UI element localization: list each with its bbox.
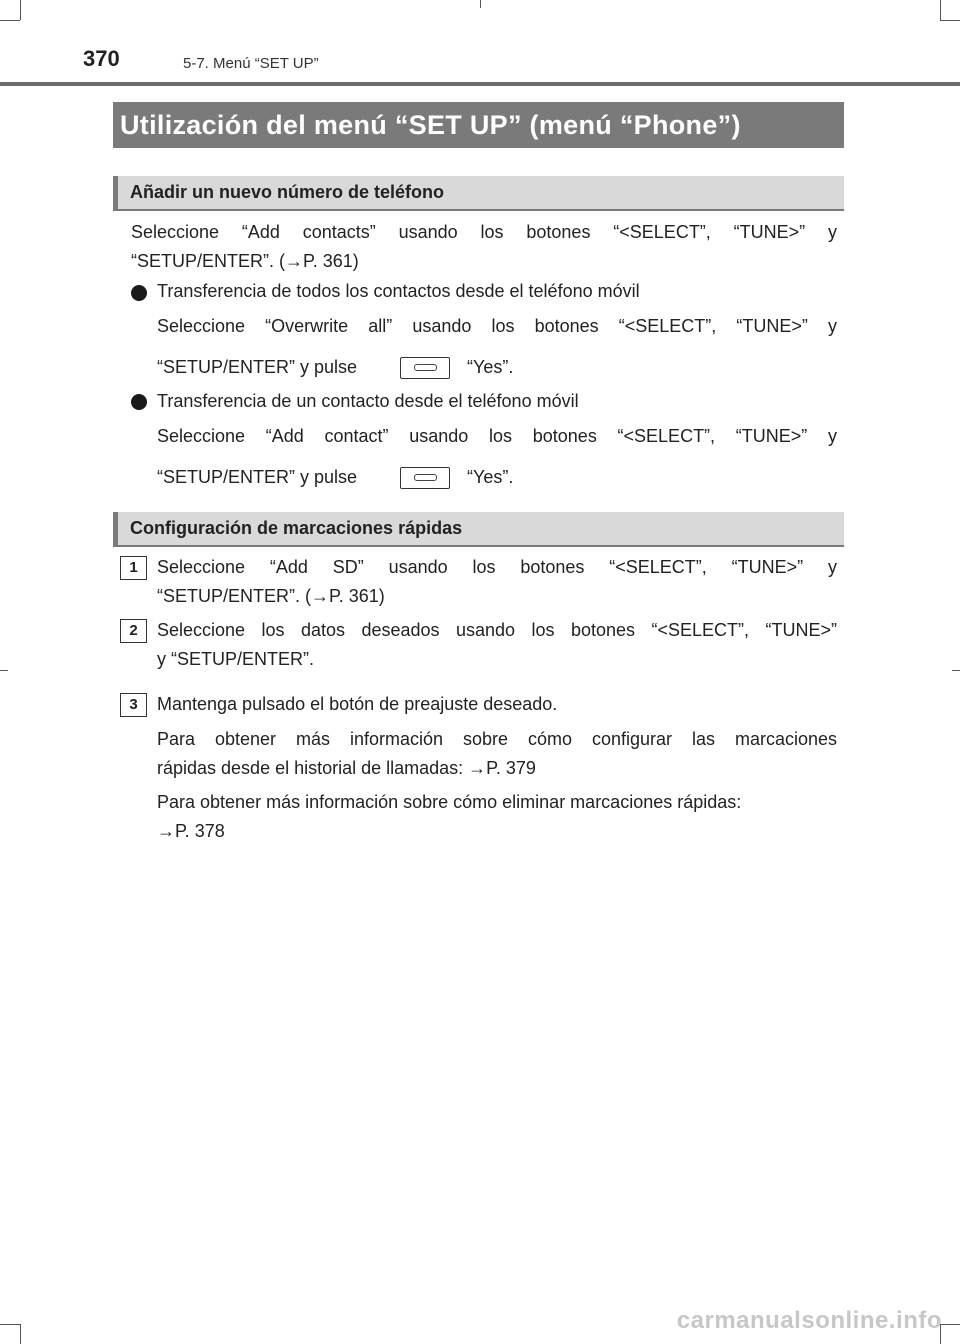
bullet-icon (131, 394, 147, 410)
page-number: 370 (83, 46, 120, 71)
bullet1-line2a: “SETUP/ENTER” y pulse (157, 357, 358, 377)
bullet2-line2a: “SETUP/ENTER” y pulse (157, 467, 358, 487)
chapter-title: 5-7. Menú “SET UP” (183, 55, 319, 72)
step2-line2: y “SETUP/ENTER”. (157, 649, 315, 669)
section-heading-speed-dials: Configuración de marcaciones rápidas (113, 512, 844, 547)
bullet2-title: Transferencia de un contacto desde el teléfono móvil (157, 391, 579, 411)
bullet1-line2b: “Yes”. (467, 357, 514, 377)
preset-button-icon (400, 467, 450, 489)
step3-note1-line1: Para obtener más información sobre cómo configurar las marcaciones (157, 729, 837, 749)
step3-note2-line2: →P. 378 (157, 821, 225, 841)
step1-line1: Seleccione “Add SD” usando los botones “<SELECT”, “TUNE>” y (157, 557, 837, 577)
step3-note2-line1: Para obtener más información sobre cómo eliminar marcaciones rápidas: (157, 792, 742, 812)
bullet1-title: Transferencia de todos los contactos desde el teléfono móvil (157, 281, 640, 301)
step3-line1: Mantenga pulsado el botón de preajuste deseado. (157, 694, 558, 714)
step-number-badge: 3 (120, 693, 147, 717)
step1-line2: “SETUP/ENTER”. (→P. 361) (157, 586, 385, 606)
step3-note1-line2: rápidas desde el historial de llamadas: →P. 379 (157, 758, 536, 778)
header-rule (0, 82, 960, 86)
step2-line1: Seleccione los datos deseados usando los botones “<SELECT”, “TUNE>” (157, 620, 837, 640)
step-number-badge: 1 (120, 556, 147, 580)
section1-intro-line2: “SETUP/ENTER”. (→P. 361) (131, 251, 359, 271)
bullet2-line2b: “Yes”. (467, 467, 514, 487)
section-heading-add-number: Añadir un nuevo número de teléfono (113, 176, 844, 211)
bullet2-line1: Seleccione “Add contact” usando los botones “<SELECT”, “TUNE>” y (157, 426, 837, 446)
main-heading: Utilización del menú “SET UP” (menú “Phone”) (113, 102, 844, 148)
bullet1-line1: Seleccione “Overwrite all” usando los botones “<SELECT”, “TUNE>” y (157, 316, 837, 336)
section1-intro-line1: Seleccione “Add contacts” usando los botones “<SELECT”, “TUNE>” y (131, 222, 837, 242)
bullet-icon (131, 285, 147, 301)
preset-button-icon (400, 357, 450, 379)
watermark: carmanualsonline.info (676, 1307, 942, 1334)
step-number-badge: 2 (120, 619, 147, 643)
